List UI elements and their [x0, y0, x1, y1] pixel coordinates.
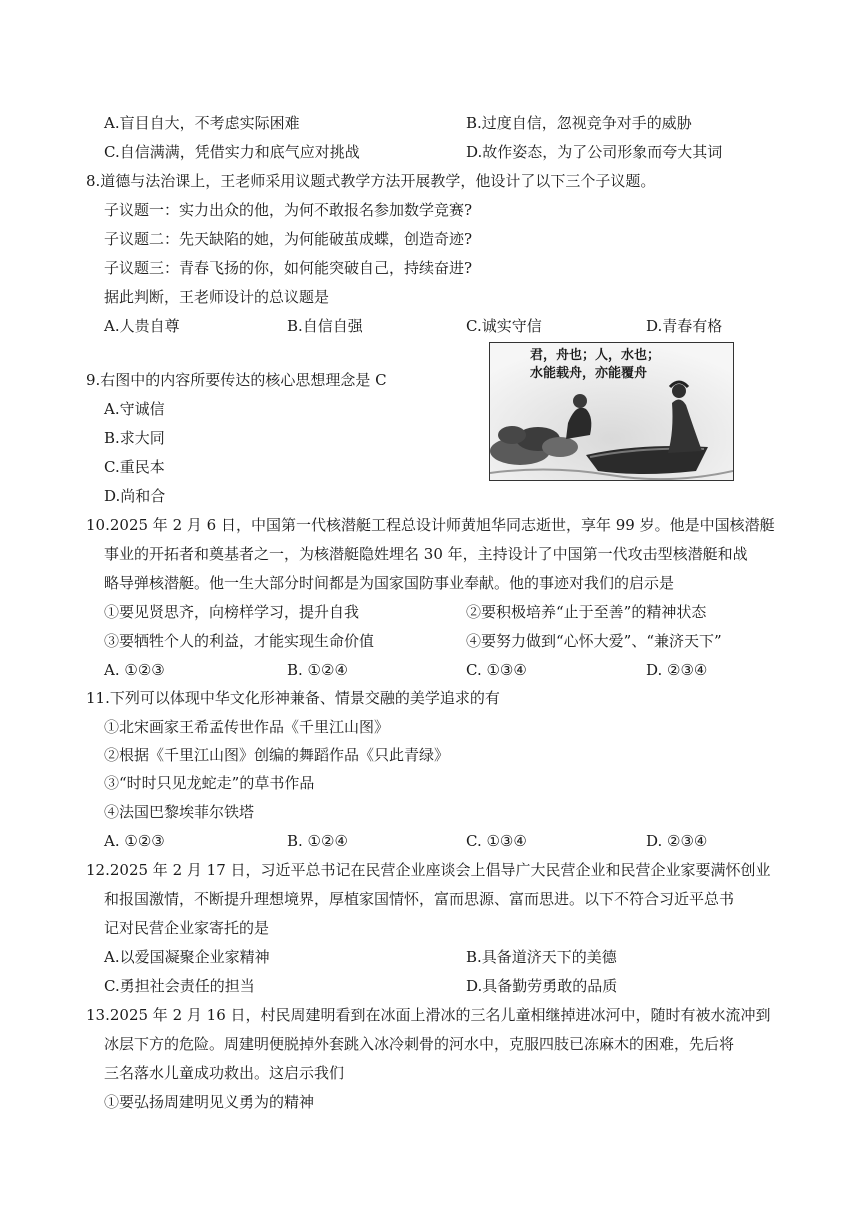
caption-line-2: 水能载舟，亦能覆舟 — [530, 366, 648, 381]
q8-sub-topic-3: 子议题三：青春飞扬的你，如何能突破自己，持续奋进? — [104, 259, 473, 277]
q8-sub-topic-1: 子议题一：实力出众的他，为何不敢报名参加数学竞赛? — [104, 201, 473, 219]
q10-option-a: A. ①②③ — [104, 661, 165, 679]
q10-item-4: ④要努力做到“心怀大爱”、“兼济天下” — [466, 632, 722, 650]
q13-stem-line-3: 三名落水儿童成功救出。这启示我们 — [104, 1064, 345, 1082]
caption-line-1: 君，舟也；人，水也； — [530, 348, 661, 363]
q9-option-c: C.重民本 — [104, 458, 165, 476]
q10-option-c: C. ①③④ — [466, 661, 527, 679]
q11-option-c: C. ①③④ — [466, 832, 527, 850]
q8-sub-topic-2: 子议题二：先天缺陷的她，为何能破茧成蝶，创造奇迹? — [104, 230, 473, 248]
q10-item-3: ③要牺牲个人的利益，才能实现生命价值 — [104, 632, 375, 650]
q7-option-d: D.故作姿态，为了公司形象而夸大其词 — [466, 143, 723, 161]
q9-option-b: B.求大同 — [104, 429, 165, 447]
q12-stem-line-3: 记对民营企业家寄托的是 — [104, 919, 270, 937]
q13-stem-line-2: 冰层下方的危险。周建明便脱掉外套跳入冰冷刺骨的河水中，克服四肢已冻麻木的困难，先后将 — [104, 1035, 735, 1053]
q10-item-2: ②要积极培养“止于至善”的精神状态 — [466, 603, 707, 621]
q12-stem-line-2: 和报国激情，不断提升理想境界，厚植家国情怀，富而思源、富而思进。以下不符合习近平总书 — [104, 890, 735, 908]
q11-item-4: ④法国巴黎埃菲尔铁塔 — [104, 803, 255, 821]
q12-option-b: B.具备道济天下的美德 — [466, 948, 617, 966]
q10-option-d: D. ②③④ — [646, 661, 708, 679]
q7-option-c: C.自信满满，凭借实力和底气应对挑战 — [104, 143, 360, 161]
q10-item-1: ①要见贤思齐，向榜样学习，提升自我 — [104, 603, 360, 621]
q9-stem: 9.右图中的内容所要传达的核心思想理念是 C — [86, 371, 387, 389]
q9-option-d: D.尚和合 — [104, 487, 166, 505]
q12-stem-line-1: 12.2025 年 2 月 17 日，习近平总书记在民营企业座谈会上倡导广大民营企业和民营企业家要满怀创业 — [86, 861, 771, 879]
q8-option-b: B.自信自强 — [287, 317, 363, 335]
q12-option-d: D.具备勤劳勇敢的品质 — [466, 977, 618, 995]
q11-item-1: ①北宋画家王希孟传世作品《千里江山图》 — [104, 718, 390, 736]
q11-option-d: D. ②③④ — [646, 832, 708, 850]
q10-stem-line-1: 10.2025 年 2 月 6 日，中国第一代核潜艇工程总设计师黄旭华同志逝世，享年 99 岁。他是中国核潜艇 — [86, 516, 775, 534]
q11-stem: 11.下列可以体现中华文化形神兼备、情景交融的美学追求的有 — [86, 689, 500, 707]
q10-stem-line-2: 事业的开拓者和奠基者之一，为核潜艇隐姓埋名 30 年，主持设计了中国第一代攻击型核潜艇和战 — [104, 545, 748, 563]
q8-option-c: C.诚实守信 — [466, 317, 542, 335]
q9-illustration-caption — [530, 347, 660, 383]
q8-stem: 8.道德与法治课上，王老师采用议题式教学方法开展教学，他设计了以下三个子议题。 — [86, 172, 656, 190]
q9-option-a: A.守诚信 — [104, 400, 165, 418]
q12-option-a: A.以爱国凝聚企业家精神 — [104, 948, 270, 966]
q8-option-d: D.青春有格 — [646, 317, 723, 335]
q7-option-b: B.过度自信，忽视竞争对手的威胁 — [466, 114, 692, 132]
q11-option-a: A. ①②③ — [104, 832, 165, 850]
q7-option-a: A.盲目自大，不考虑实际困难 — [104, 114, 300, 132]
q9-illustration — [489, 342, 734, 481]
q11-option-b: B. ①②④ — [287, 832, 348, 850]
q11-item-3: ③“时时只见龙蛇走”的草书作品 — [104, 774, 315, 792]
q10-option-b: B. ①②④ — [287, 661, 348, 679]
q12-option-c: C.勇担社会责任的担当 — [104, 977, 255, 995]
q8-option-a: A.人贵自尊 — [104, 317, 180, 335]
q11-item-2: ②根据《千里江山图》创编的舞蹈作品《只此青绿》 — [104, 746, 450, 764]
q8-ask: 据此判断，王老师设计的总议题是 — [104, 288, 330, 306]
q13-item-1: ①要弘扬周建明见义勇为的精神 — [104, 1093, 315, 1111]
q13-stem-line-1: 13.2025 年 2 月 16 日，村民周建明看到在冰面上滑冰的三名儿童相继掉进冰河中，随时有被水流冲到 — [86, 1006, 771, 1024]
q10-stem-line-3: 略导弹核潜艇。他一生大部分时间都是为国家国防事业奉献。他的事迹对我们的启示是 — [104, 574, 675, 592]
